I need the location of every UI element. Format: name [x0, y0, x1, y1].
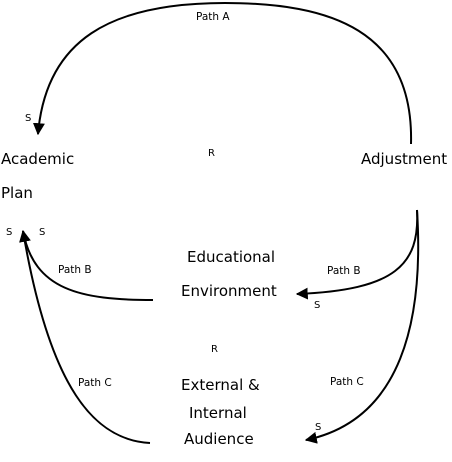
center-mark-top: R: [208, 148, 215, 159]
arrow-mark-s-audience: S: [315, 422, 322, 433]
path-c-left-label: Path C: [78, 377, 112, 389]
arrow-mark-s-top-left: S: [25, 113, 32, 124]
node-educational-environment-line-1: Educational: [187, 248, 276, 266]
path-b-right-curve: [297, 210, 417, 294]
path-c-left-curve: [23, 231, 150, 443]
node-educational-environment-line-2: Environment: [181, 282, 277, 300]
path-b-right-label: Path B: [327, 265, 361, 277]
path-c-right-curve: [306, 210, 418, 440]
node-academic-plan-line-1: Academic: [1, 150, 75, 168]
arrow-mark-s-plan-2: S: [39, 227, 46, 238]
path-b-left-label: Path B: [58, 264, 92, 276]
node-academic-plan-line-2: Plan: [1, 184, 33, 202]
center-mark-middle: R: [211, 344, 218, 355]
node-adjustment: Adjustment: [361, 150, 448, 168]
path-a-arc: [38, 3, 411, 144]
arrow-mark-s-environment: S: [314, 300, 321, 311]
node-audience-line-1: External &: [181, 376, 260, 394]
node-audience-line-3: Audience: [184, 430, 254, 448]
path-c-right-label: Path C: [330, 376, 364, 388]
arrow-mark-s-plan-1: S: [6, 227, 13, 238]
node-audience-line-2: Internal: [189, 404, 247, 422]
path-a-label: Path A: [196, 11, 230, 23]
